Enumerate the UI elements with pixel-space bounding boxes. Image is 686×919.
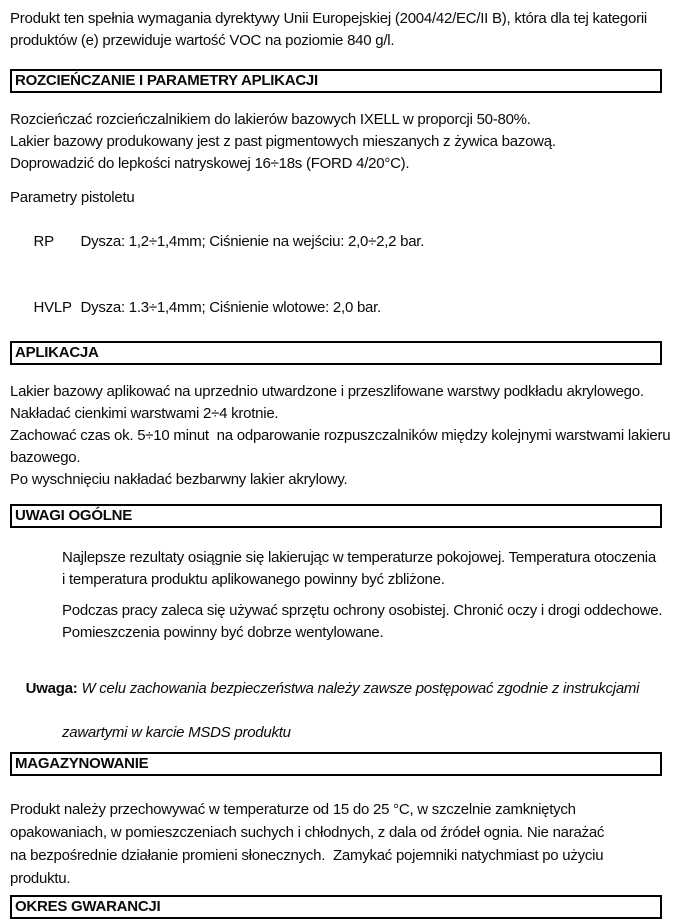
safety-note [10,656,662,722]
gun-parameter-row [10,209,662,275]
text-line: Lakier bazowy aplikować na uprzednio utwardzone i przeszlifowane warstwy podkładu akrylowego. [10,383,644,400]
gun-parameters-title: Parametry pistoletu [10,189,135,206]
intro-paragraph [10,8,662,52]
text-line: na bezpośrednie działanie promieni słonecznych. Zamykać pojemniki natychmiast po użyciu [10,847,604,864]
text-line: Najlepsze rezultaty osiągnie się lakierując w temperaturze pokojowej. Temperatura otoczenia [62,549,656,566]
text-line: opakowaniach, w pomieszczeniach suchych i chłodnych, z dala od źródeł ognia. Nie narażać [10,824,605,841]
section-header-general-notes: UWAGI OGÓLNE [10,504,662,528]
application-paragraph [10,381,671,491]
section-header-storage: MAGAZYNOWANIE [10,752,662,776]
text-line: Nakładać cienkimi warstwami 2÷4 krotnie. [10,405,279,422]
text-line: Rozcieńczać rozcieńczalnikiem do lakierów bazowych IXELL w proporcji 50-80%. [10,111,531,128]
text-line: Zachować czas ok. 5÷10 minut na odparowanie rozpuszczalników między kolejnymi warstwami lakieru [10,427,671,444]
note-label: Uwaga [25,680,73,697]
general-notes-paragraphs [10,547,662,644]
section-header-application: APLIKACJA [10,341,662,365]
general-notes-paragraph [62,547,662,591]
text-line: Podczas pracy zaleca się używać sprzętu ochrony osobistej. Chronić oczy i drogi oddechowe. [62,602,663,619]
intro-line: Produkt ten spełnia wymagania dyrektywy Unii Europejskiej (2004/42/EC/II B), która dla tej kategorii [10,10,647,27]
text-line: Lakier bazowy produkowany jest z past pigmentowych mieszanych z żywica bazową. [10,133,556,150]
text-line: bazowego. [10,449,81,466]
text-line: i temperatura produktu aplikowanego powinny być zbliżone. [62,571,445,588]
gun-type-value: Dysza: 1.3÷1,4mm; Ciśnienie wlotowe: 2,0 bar. [80,299,381,316]
storage-paragraph [10,798,662,890]
text-line: Produkt należy przechowywać w temperaturze od 15 do 25 °C, w szczelnie zamkniętych [10,801,576,818]
note-separator: : [72,680,82,697]
gun-parameter-row [10,275,662,341]
note-text: W celu zachowania bezpieczeństwa należy zawsze postępować zgodnie z instrukcjami [81,680,640,697]
gun-type-label: HVLP [33,299,72,316]
text-line: Doprowadzić do lepkości natryskowej 16÷18s (FORD 4/20°C). [10,155,410,172]
text-line: Po wyschnięciu nakładać bezbarwny lakier akrylowy. [10,471,348,488]
gun-parameters [10,187,662,341]
section-header-dilution: ROZCIEŃCZANIE I PARAMETRY APLIKACJI [10,69,662,93]
note-text-continued: zawartymi w karcie MSDS produktu [62,724,291,741]
gun-type-value: Dysza: 1,2÷1,4mm; Ciśnienie na wejściu: 2,0÷2,2 bar. [80,233,425,250]
intro-line: produktów (e) przewiduje wartość VOC na poziomie 840 g/l. [10,32,395,49]
dilution-paragraph [10,109,662,175]
section-header-warranty: OKRES GWARANCJI [10,895,662,919]
gun-type-label: RP [33,233,54,250]
text-line: Pomieszczenia powinny być dobrze wentylowane. [62,624,384,641]
general-notes-paragraph [62,600,662,644]
text-line: produktu. [10,870,71,887]
